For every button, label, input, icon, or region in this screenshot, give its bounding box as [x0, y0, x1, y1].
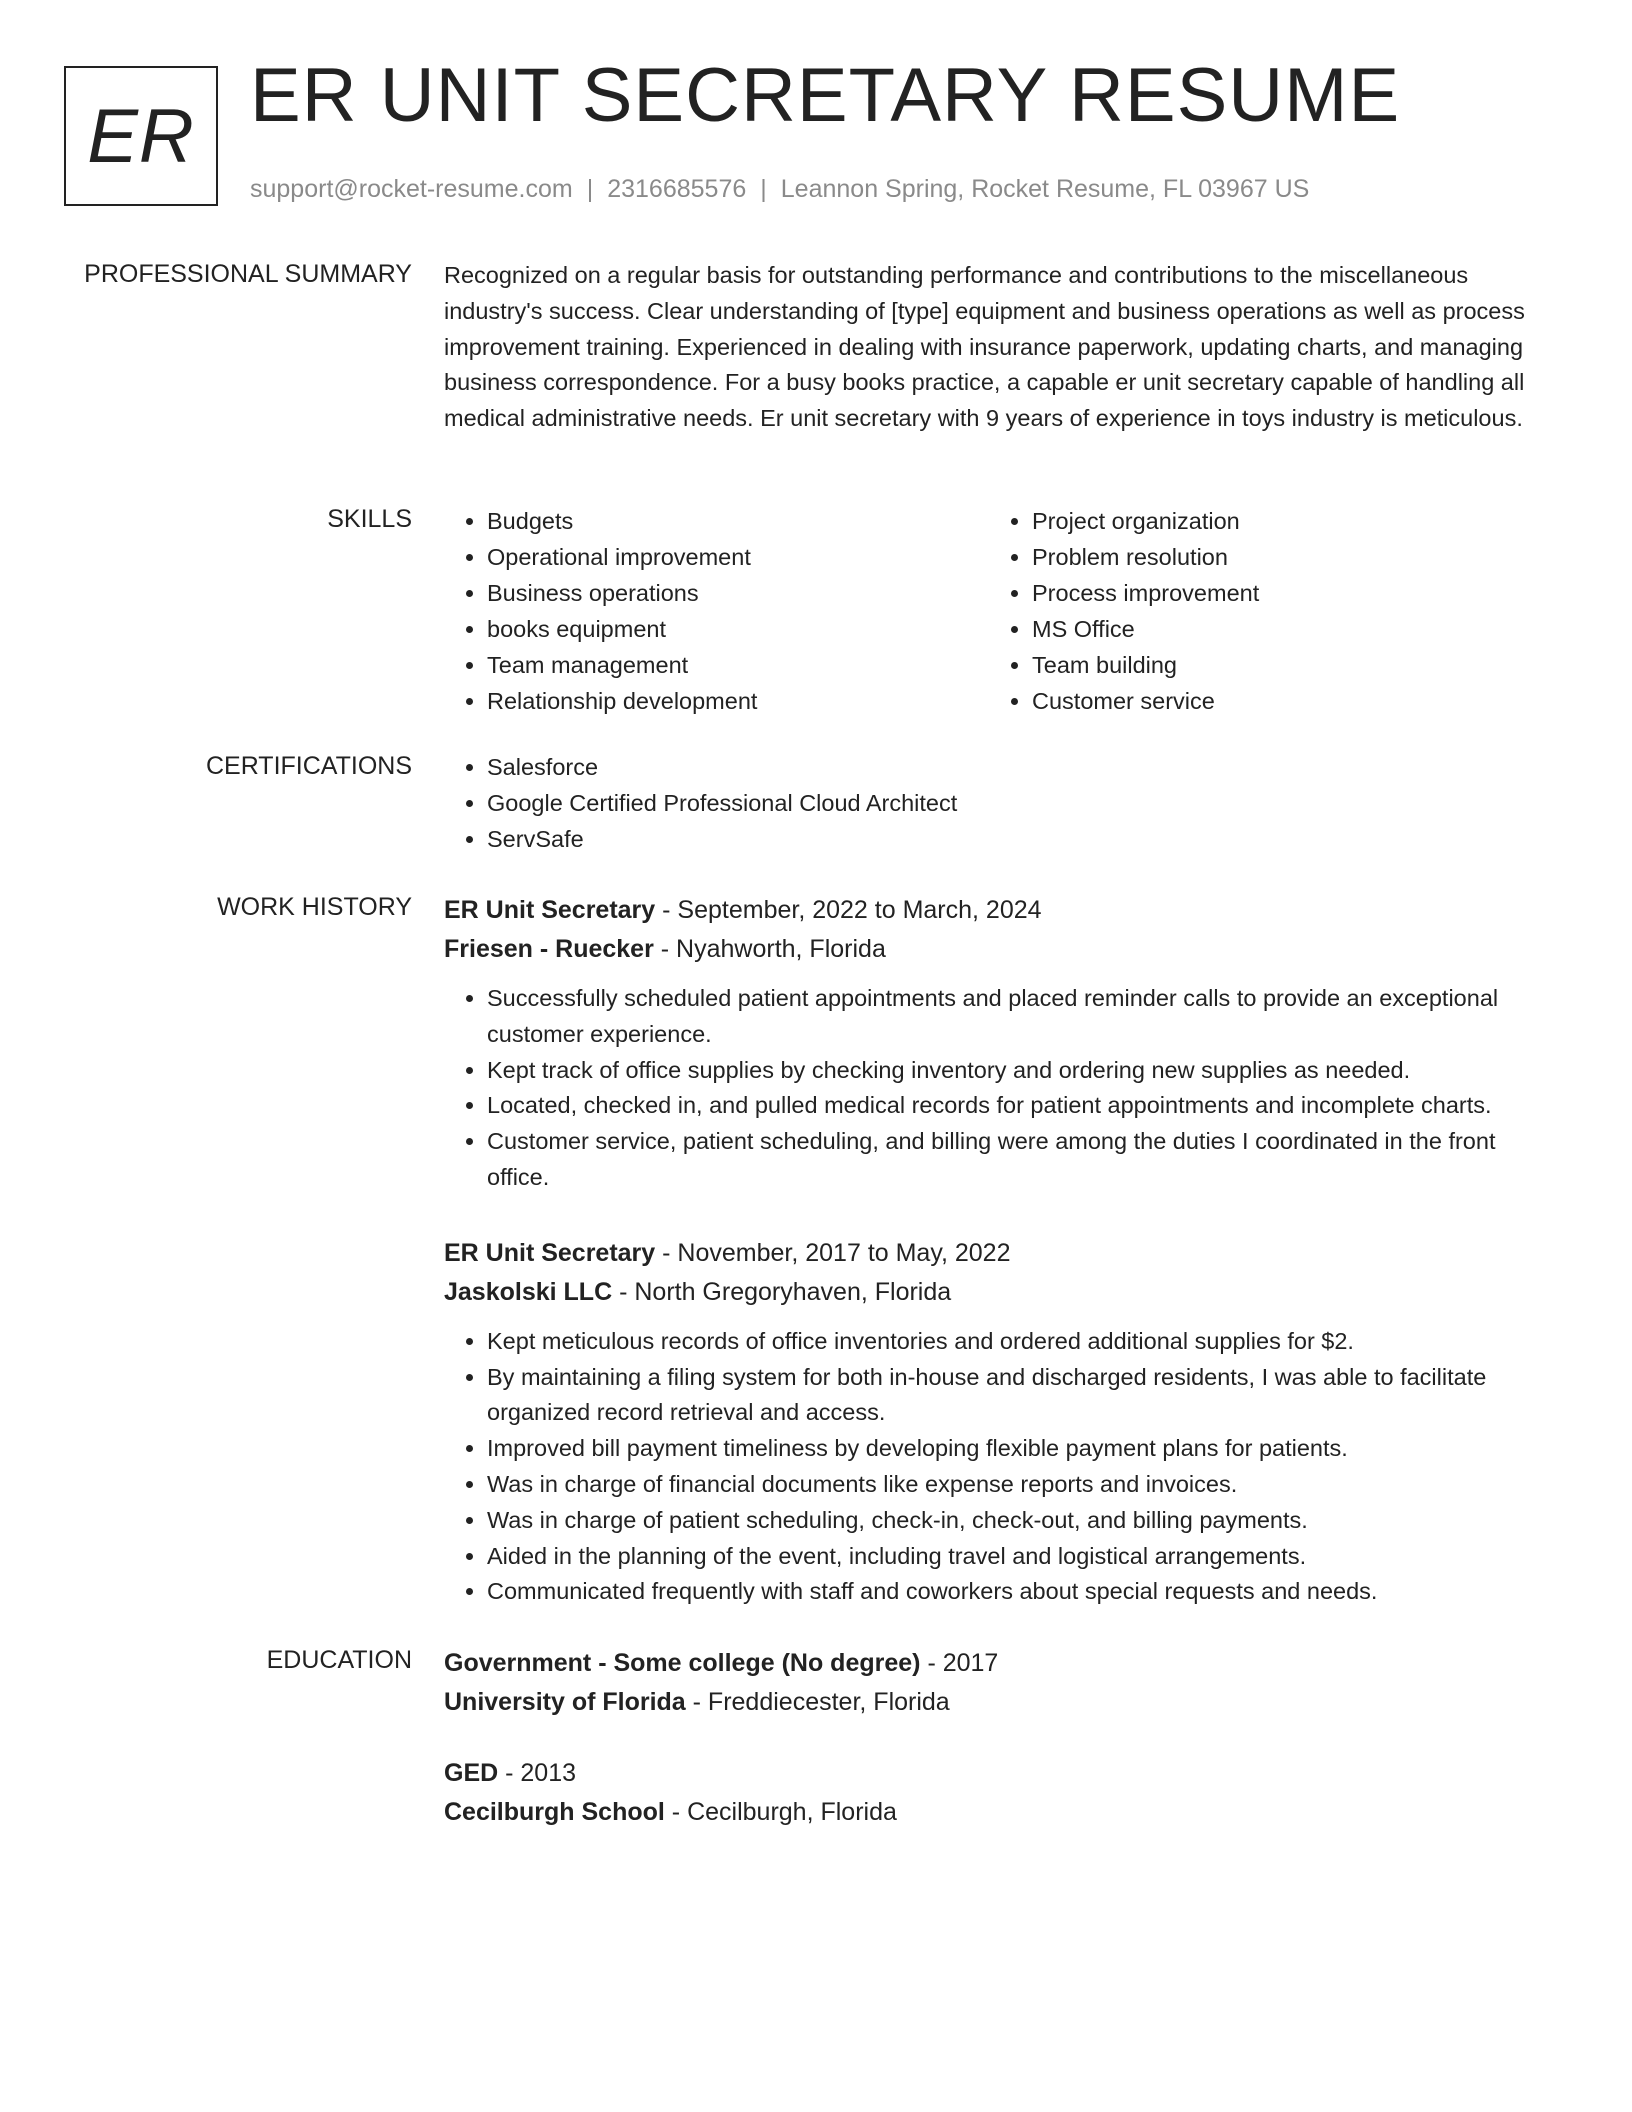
- monogram-logo: ER: [64, 66, 218, 206]
- contact-separator: |: [586, 175, 594, 203]
- section-label-certifications: CERTIFICATIONS: [205, 752, 412, 780]
- job-bullet: • Aided in the planning of the event, including travel and logistical arrangements.: [487, 1539, 1556, 1575]
- job-entry: [444, 1234, 1556, 1610]
- skill-item: • Team building: [1032, 647, 1534, 683]
- job-bullet-list: [444, 1324, 1556, 1610]
- skill-item: • Customer service: [1032, 683, 1534, 719]
- job-title-line: [444, 891, 1556, 930]
- education-school-line: [444, 1793, 1556, 1832]
- section-label-education: EDUCATION: [266, 1646, 412, 1674]
- job-company-line: [444, 1273, 1556, 1312]
- education-body: [444, 1644, 1556, 1832]
- contact-email: support@rocket-resume.com: [250, 175, 573, 203]
- job-bullet: • Was in charge of financial documents like expense reports and invoices.: [487, 1467, 1556, 1503]
- certifications-list: [444, 750, 1556, 857]
- education-year: - 2017: [920, 1649, 999, 1677]
- job-bullet: • By maintaining a filing system for both in-house and discharged residents, I was able to facilitate organized record retrieval and access.: [487, 1360, 1556, 1432]
- contact-separator: |: [760, 175, 767, 203]
- job-bullet: • Kept meticulous records of office inventories and ordered additional supplies for $2.: [487, 1324, 1556, 1360]
- skill-item: • Business operations: [487, 575, 989, 611]
- job-bullet: • Successfully scheduled patient appointments and placed reminder calls to provide an exceptional customer experience.: [487, 981, 1556, 1053]
- skills-list-left: [444, 503, 989, 719]
- certification-item: • Google Certified Professional Cloud Architect: [487, 786, 1556, 822]
- skill-item: • Relationship development: [487, 683, 989, 719]
- education-entry: [444, 1754, 1556, 1832]
- skills-list-right: [989, 503, 1534, 719]
- job-company: Friesen - Ruecker: [444, 935, 654, 963]
- certification-item: • ServSafe: [487, 822, 1556, 858]
- job-entry: [444, 891, 1556, 1196]
- job-dates: - November, 2017 to May, 2022: [655, 1238, 1011, 1267]
- summary-body: [444, 258, 1556, 437]
- job-bullet: • Communicated frequently with staff and coworkers about special requests and needs.: [487, 1574, 1556, 1610]
- education-degree-line: [444, 1754, 1556, 1793]
- education-year: - 2013: [498, 1759, 577, 1787]
- skill-item: • MS Office: [1032, 611, 1534, 647]
- job-title: ER Unit Secretary: [444, 896, 656, 924]
- skill-item: • books equipment: [487, 611, 989, 647]
- job-location: - Nyahworth, Florida: [653, 935, 886, 963]
- education-degree: GED: [444, 1759, 499, 1787]
- skill-item: • Team management: [487, 647, 989, 683]
- skill-item: • Budgets: [487, 503, 989, 539]
- education-entry: [444, 1644, 1556, 1722]
- certification-item: • Salesforce: [487, 750, 1556, 786]
- section-label-work-history: WORK HISTORY: [217, 893, 412, 921]
- job-bullet: • Customer service, patient scheduling, and billing were among the duties I coordinated in the front office.: [487, 1124, 1556, 1196]
- education-degree-line: [444, 1644, 1556, 1683]
- skill-item: • Problem resolution: [1032, 539, 1534, 575]
- education-school: University of Florida: [444, 1688, 686, 1716]
- section-label-skills: SKILLS: [327, 505, 412, 533]
- job-bullet: • Located, checked in, and pulled medical records for patient appointments and incomplete charts.: [487, 1088, 1556, 1124]
- page-title: ER UNIT SECRETARY RESUME: [250, 53, 1401, 138]
- education-school: Cecilburgh School: [444, 1798, 665, 1826]
- job-location: - North Gregoryhaven, Florida: [612, 1277, 952, 1306]
- education-location: - Freddiecester, Florida: [685, 1688, 950, 1716]
- education-degree: Government - Some college (No degree): [444, 1649, 921, 1677]
- contact-address: Leannon Spring, Rocket Resume, FL 03967 US: [780, 175, 1310, 203]
- skills-body: [444, 503, 1556, 719]
- certifications-body: [444, 750, 1556, 857]
- education-school-line: [444, 1683, 1556, 1722]
- skill-item: • Process improvement: [1032, 575, 1534, 611]
- job-bullet: • Improved bill payment timeliness by developing flexible payment plans for patients.: [487, 1431, 1556, 1467]
- summary-text: Recognized on a regular basis for outstanding performance and contributions to the miscellaneous industry's success. Clear understanding of [type] equipment and business operations as well as process improvement training. Experienced in dealing with insurance paperwork, updating charts, and managing business correspondence. For a busy books practice, a capable er unit secretary capable of handling all medical administrative needs. Er unit secretary with 9 years of experience in toys industry is meticulous.: [444, 262, 1525, 432]
- job-company-line: [444, 930, 1556, 969]
- job-dates: - September, 2022 to March, 2024: [655, 896, 1042, 924]
- job-bullet: • Was in charge of patient scheduling, check-in, check-out, and billing payments.: [487, 1503, 1556, 1539]
- section-label-summary: PROFESSIONAL SUMMARY: [84, 260, 412, 288]
- education-location: - Cecilburgh, Florida: [664, 1798, 897, 1826]
- job-bullet-list: [444, 981, 1556, 1196]
- job-title: ER Unit Secretary: [444, 1238, 656, 1267]
- contact-line: [250, 174, 1309, 204]
- job-company: Jaskolski LLC: [444, 1277, 613, 1306]
- contact-phone: 2316685576: [607, 175, 747, 203]
- work-history-body: [444, 891, 1556, 1610]
- skill-item: • Project organization: [1032, 503, 1534, 539]
- job-bullet: • Kept track of office supplies by checking inventory and ordering new supplies as needed.: [487, 1053, 1556, 1089]
- job-title-line: [444, 1234, 1556, 1273]
- skill-item: • Operational improvement: [487, 539, 989, 575]
